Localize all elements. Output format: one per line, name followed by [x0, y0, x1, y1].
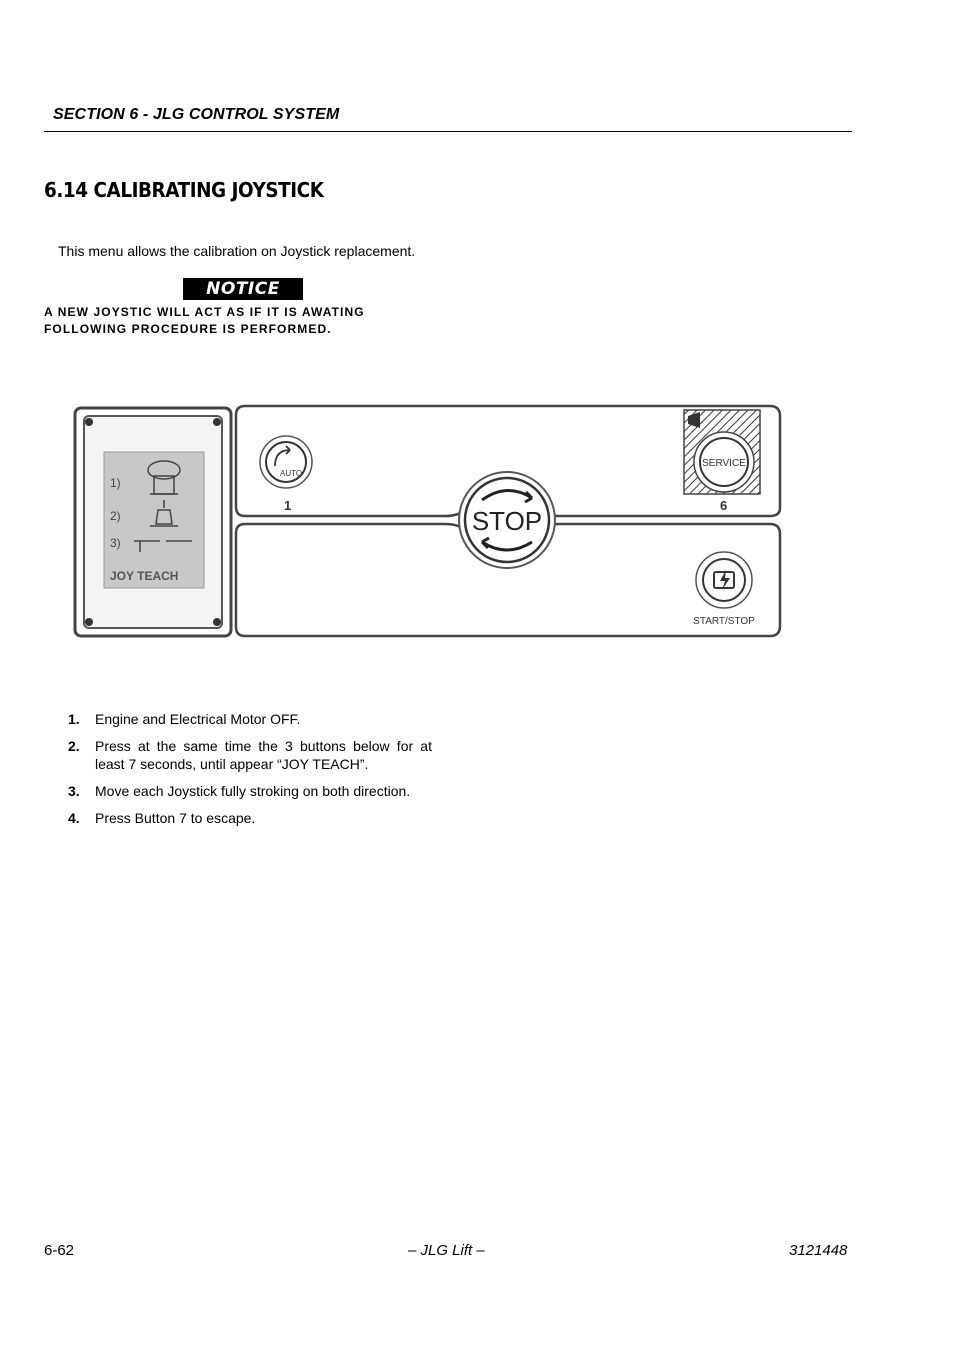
screen-line-1: 1) [110, 476, 121, 490]
step-number: 2. [68, 738, 80, 754]
step-number: 3. [68, 783, 80, 799]
page-title: 6.14 CALIBRATING JOYSTICK [44, 178, 324, 202]
notice-badge: NOTICE [183, 278, 303, 300]
stop-button[interactable] [459, 472, 555, 568]
page-number: 6-62 [44, 1242, 75, 1259]
step-number: 4. [68, 810, 80, 826]
list-item [68, 782, 432, 800]
step-number: 1. [68, 711, 80, 727]
start-stop-label: START/STOP [693, 616, 755, 627]
procedure-steps [68, 710, 432, 836]
step-text: Press at the same time the 3 buttons below for at least 7 seconds, until appear “JOY TEACH”. [95, 738, 432, 772]
display-screen [104, 452, 204, 588]
auto-button-label: AUTO [280, 469, 303, 478]
auto-button-number: 1 [284, 498, 292, 513]
notice-text: A NEW JOYSTIC WILL ACT AS IF IT IS AWATING FOLLOWING PROCEDURE IS PERFORMED. [44, 305, 365, 336]
header-rule [44, 131, 852, 132]
step-text: Press Button 7 to escape. [95, 810, 256, 826]
service-button-label: SERVICE [702, 458, 746, 469]
document-number: 3121448 [789, 1242, 848, 1259]
section-header: SECTION 6 - JLG CONTROL SYSTEM [53, 106, 340, 123]
list-item [68, 809, 432, 827]
footer-title: – JLG Lift – [408, 1242, 485, 1259]
screen-line-2: 2) [110, 509, 121, 523]
intro-text: This menu allows the calibration on Joystick replacement. [58, 243, 416, 259]
screen-title: JOY TEACH [110, 569, 179, 583]
list-item [68, 737, 432, 773]
start-stop-button[interactable] [693, 552, 755, 627]
stop-button-label: STOP [471, 506, 543, 536]
step-text: Engine and Electrical Motor OFF. [95, 711, 301, 727]
list-item [68, 710, 432, 728]
step-text: Move each Joystick fully stroking on both direction. [95, 783, 411, 799]
screen-line-3: 3) [110, 536, 121, 550]
service-button-number: 6 [720, 498, 728, 513]
control-panel-figure [70, 400, 786, 644]
